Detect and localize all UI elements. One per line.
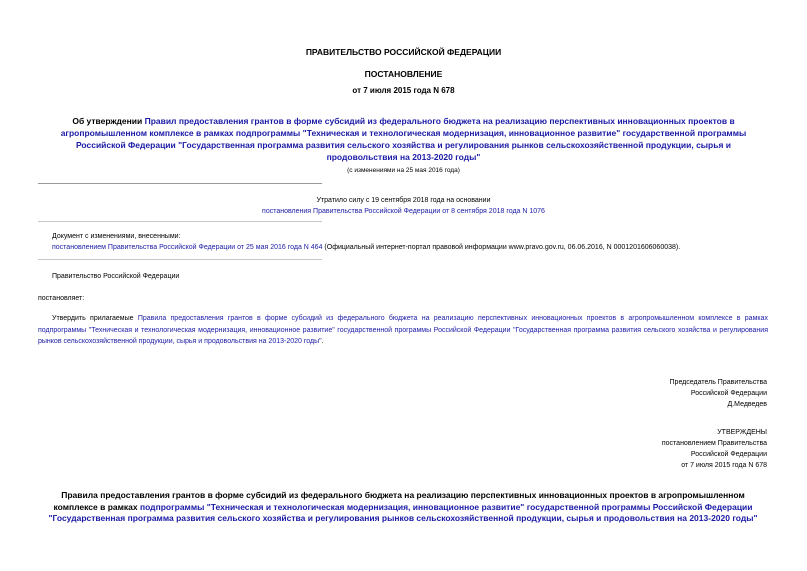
separator-line: [38, 259, 322, 260]
approve-suffix: .: [321, 338, 324, 345]
decrees-line: постановляет:: [38, 295, 85, 302]
separator-line: [38, 221, 322, 222]
doc-date-number: от 7 июля 2015 года N 678: [352, 86, 455, 95]
changes-line: [52, 243, 772, 253]
separator-line: [38, 183, 322, 184]
repealed-note: Утратило силу с 19 сентября 2018 года на основании: [316, 197, 491, 204]
signature-country: Российской Федерации: [690, 390, 767, 397]
rules-title: [38, 490, 768, 525]
government-line: Правительство Российской Федерации: [52, 273, 180, 280]
approved-block: [662, 427, 767, 471]
approved-date-number: от 7 июля 2015 года N 678: [681, 462, 767, 469]
approve-paragraph: [38, 313, 768, 348]
signature-block: [670, 377, 767, 410]
document-title: [40, 115, 767, 163]
repealed-decree-link[interactable]: постановления Правительства Российской Федерации от 8 сентября 2018 года N 1076: [262, 208, 545, 215]
title-rules-link[interactable]: Правил предоставления грантов в форме субсидий из федерального бюджета на реализацию перспективных инновационных проектов в агропромышленном комплексе в рамках подпрограммы "Техническая и технологическая модернизация, инновационное развитие" государственной программы Российской Федерации "Государственная программа развития сельского хозяйства и регулирования рынков сельскохозяйственной продукции, сырья и продовольствия на 2013-2020 годы": [60, 116, 747, 162]
signature-position: Председатель Правительства: [669, 379, 767, 386]
approved-country: Российской Федерации: [690, 451, 767, 458]
amended-note: (с изменениями на 25 мая 2016 года): [347, 167, 460, 174]
rules-title-prefix: Правила предоставления грантов в форме субсидий из федерального бюджета на реализацию перспективных инновационных проектов в агропромышленном комплексе в рамках: [53, 490, 745, 512]
rules-title-link[interactable]: подпрограммы "Техническая и технологическая модернизация, инновационное развитие" государственной программы Российской Федерации "Государственная программа развития сельского хозяйства и регулирования рынков сельскохозяйственной продукции, сырья и продовольствия на 2013-2020 годы": [48, 501, 758, 523]
approved-heading: УТВЕРЖДЕНЫ: [717, 429, 767, 436]
approved-by: постановлением Правительства: [661, 440, 767, 447]
changes-label: Документ с изменениями, внесенными:: [52, 233, 181, 240]
authority-heading: ПРАВИТЕЛЬСТВО РОССИЙСКОЙ ФЕДЕРАЦИИ: [305, 47, 502, 57]
approve-rules-link[interactable]: Правила предоставления грантов в форме субсидий из федерального бюджета на реализацию перспективных инновационных проектов в агропромышленном комплексе в рамках подпрограммы "Техническая и технологическая модернизация, инновационное развитие" государственной программы Российской Федерации "Государственная программа развития сельского хозяйства и регулирования рынков сельскохозяйственной продукции, сырья и продовольствия на 2013-2020 годы": [38, 315, 768, 345]
changes-decree-link[interactable]: постановлением Правительства Российской Федерации от 25 мая 2016 года N 464: [52, 244, 323, 251]
title-prefix: Об утверждении: [72, 116, 143, 126]
changes-source: (Официальный интернет-портал правовой информации www.pravo.gov.ru, 06.06.2016, N 0001201606060038).: [322, 244, 681, 251]
doc-type-heading: ПОСТАНОВЛЕНИЕ: [364, 69, 443, 79]
approve-prefix: Утвердить прилагаемые: [52, 315, 138, 322]
signature-name: Д.Медведев: [727, 401, 767, 408]
